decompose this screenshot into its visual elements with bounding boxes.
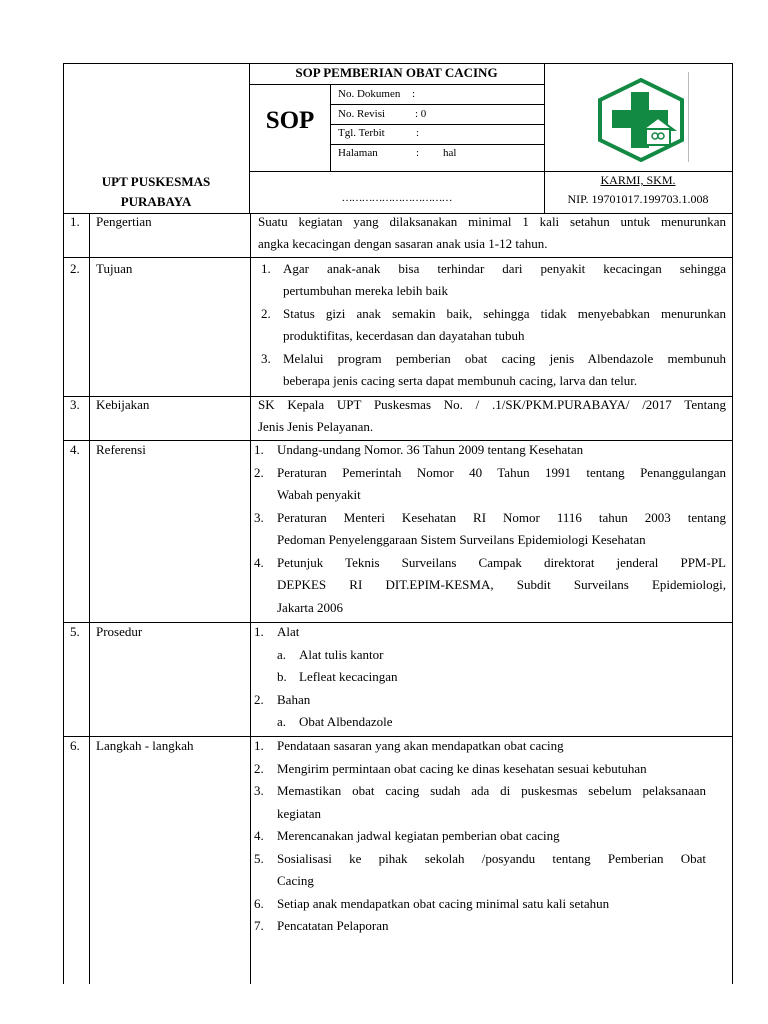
sublist-letter: a. xyxy=(277,714,287,729)
list-number: 1. xyxy=(254,738,264,753)
meta-label-dokumen: No. Dokumen xyxy=(338,88,401,100)
sublist-letter: a. xyxy=(277,647,287,662)
sublist-letter: b. xyxy=(277,669,287,684)
list-item-text: Lefleat kecacingan xyxy=(299,669,398,684)
list-item-text: Sosialisasi ke pihak sekolah /posyandu tentang Pemberian Obat xyxy=(277,851,706,866)
org-name-line2: PURABAYA xyxy=(120,194,192,209)
meta-sep-halaman: : xyxy=(416,147,420,159)
section-number: 3. xyxy=(70,397,80,412)
meta-label-revisi: No. Revisi xyxy=(338,108,386,120)
list-item-text: Agar anak-anak bisa terhindar dari penyakit kecacingan sehingga xyxy=(283,261,726,276)
title-row-divider xyxy=(249,84,544,85)
list-item-text: Alat xyxy=(277,624,300,639)
sop-meta-divider xyxy=(330,84,331,171)
list-item-text: Pedoman Penyelenggaraan Sistem Surveilans Epidemiologi Kesehatan xyxy=(277,532,646,547)
row-divider-6 xyxy=(63,736,732,737)
list-item-text: pertumbuhan mereka lebih baik xyxy=(283,283,448,298)
section-number: 6. xyxy=(70,738,80,753)
list-number: 3. xyxy=(261,351,271,366)
section-title-kebijakan: Kebijakan xyxy=(96,397,150,412)
puskesmas-logo xyxy=(596,78,686,162)
list-number: 3. xyxy=(254,783,264,798)
pengertian-text-line: angka kecacingan dengan sasaran anak usia 1-12 tahun. xyxy=(258,236,548,251)
section-number: 2. xyxy=(70,261,80,276)
meta-value-halaman: hal xyxy=(443,147,457,159)
list-number: 7. xyxy=(254,918,264,933)
title-column-divider xyxy=(250,213,251,984)
section-title-tujuan: Tujuan xyxy=(96,261,133,276)
section-number: 4. xyxy=(70,442,80,457)
meta-sep-dokumen: : xyxy=(412,88,416,100)
list-item-text: Peraturan Menteri Kesehatan RI Nomor 1116 tahun 2003 tentang xyxy=(277,510,726,525)
list-item-text: Bahan xyxy=(277,692,311,707)
list-number: 6. xyxy=(254,896,264,911)
sop-label: SOP xyxy=(265,107,315,134)
list-item-text: Peraturan Pemerintah Nomor 40 Tahun 1991 tentang Penanggulangan xyxy=(277,465,726,480)
meta-label-halaman: Halaman xyxy=(338,147,378,159)
list-item-text: Pencatatan Pelaporan xyxy=(277,918,389,933)
list-item-text: DEPKES RI DIT.EPIM-KESMA, Subdit Surveilans Epidemiologi, xyxy=(277,577,726,592)
section-title-referensi: Referensi xyxy=(96,442,146,457)
list-item-text: Petunjuk Teknis Surveilans Campak direktorat jenderal PPM-PL xyxy=(277,555,726,570)
list-item-text: Setiap anak mendapatkan obat cacing minimal satu kali setahun xyxy=(277,896,610,911)
section-number: 5. xyxy=(70,624,80,639)
list-item-text: Jakarta 2006 xyxy=(277,600,344,615)
list-item-text: Cacing xyxy=(277,873,314,888)
section-number: 1. xyxy=(70,214,80,229)
row-divider-2 xyxy=(63,257,732,258)
list-number: 3. xyxy=(254,510,264,525)
puskesmas-logo-icon xyxy=(596,78,686,162)
section-title-pengertian: Pengertian xyxy=(96,214,152,229)
list-item-text: Merencanakan jadwal kegiatan pemberian obat cacing xyxy=(277,828,560,843)
document-title: SOP PEMBERIAN OBAT CACING xyxy=(295,65,498,80)
list-item-text: Memastikan obat cacing sudah ada di puskesmas sebelum pelaksanaan xyxy=(277,783,706,798)
list-number: 4. xyxy=(254,828,264,843)
list-number: 2. xyxy=(254,761,264,776)
section-title-langkah: Langkah - langkah xyxy=(96,738,194,753)
row-divider-4 xyxy=(63,440,732,441)
list-item-text: Pendataan sasaran yang akan mendapatkan obat cacing xyxy=(277,738,564,753)
list-number: 2. xyxy=(261,306,271,321)
list-item-text: beberapa jenis cacing serta dapat membunuh cacing, larva dan telur. xyxy=(283,373,638,388)
list-number: 2. xyxy=(254,692,264,707)
list-item-text: Mengirim permintaan obat cacing ke dinas kesehatan sesuai kebutuhan xyxy=(277,761,647,776)
meta-sep-terbit: : xyxy=(416,127,420,139)
list-item-text: Wabah penyakit xyxy=(277,487,361,502)
kebijakan-text-line: SK Kepala UPT Puskesmas No. / .1/SK/PKM.PURABAYA/ /2017 Tentang xyxy=(258,397,726,412)
row-divider-5 xyxy=(63,622,732,623)
list-number: 1. xyxy=(254,624,264,639)
list-number: 1. xyxy=(254,442,264,457)
list-item-text: Obat Albendazole xyxy=(299,714,393,729)
table-border-right xyxy=(732,63,733,984)
section-title-prosedur: Prosedur xyxy=(96,624,143,639)
pengertian-text-line: Suatu kegiatan yang dilaksanakan minimal 1 kali setahun untuk menurunkan xyxy=(258,214,726,229)
meta-label-terbit: Tgl. Terbit xyxy=(338,127,385,139)
meta-divider-1 xyxy=(330,104,544,105)
logo-side-rule xyxy=(688,72,689,162)
list-item-text: kegiatan xyxy=(277,806,322,821)
signer-name: KARMI, SKM. xyxy=(600,173,676,187)
header-lower-divider xyxy=(249,171,544,172)
signature-placeholder: …………………………… xyxy=(341,192,452,204)
list-number: 2. xyxy=(254,465,264,480)
meta-sep-revisi: : 0 xyxy=(415,108,427,120)
number-column-divider xyxy=(89,213,90,984)
list-item-text: Undang-undang Nomor. 36 Tahun 2009 tentang Kesehatan xyxy=(277,442,584,457)
kebijakan-text-line: Jenis Jenis Pelayanan. xyxy=(258,419,374,434)
list-item-text: Alat tulis kantor xyxy=(299,647,384,662)
list-item-text: Status gizi anak semakin baik, sehingga tidak menyebabkan menurunkan xyxy=(283,306,726,321)
signer-nip: NIP. 19701017.199703.1.008 xyxy=(567,192,709,206)
org-name-line1: UPT PUSKESMAS xyxy=(101,174,211,189)
list-number: 1. xyxy=(261,261,271,276)
list-number: 4. xyxy=(254,555,264,570)
list-item-text: Melalui program pemberian obat cacing jenis Albendazole membunuh xyxy=(283,351,726,366)
list-item-text: produktifitas, kecerdasan dan dayatahan tubuh xyxy=(283,328,525,343)
list-number: 5. xyxy=(254,851,264,866)
